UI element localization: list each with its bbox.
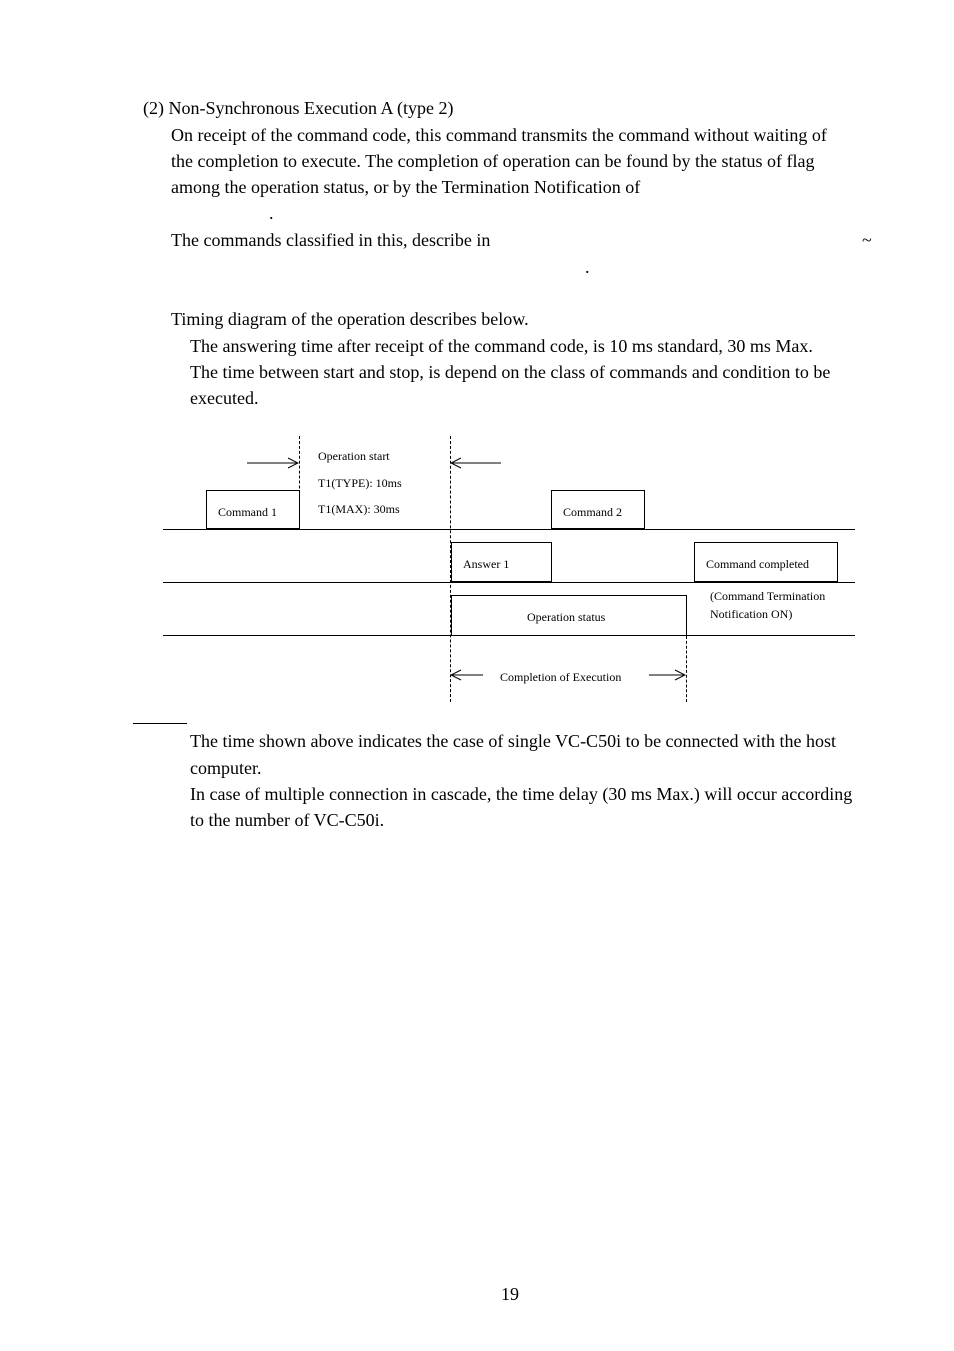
paragraph-line: The commands classified in this, describe in bbox=[171, 230, 491, 250]
arrow-right-icon bbox=[649, 669, 686, 681]
timing-line: The answering time after receipt of the command code, is 10 ms standard, 30 ms Max. bbox=[190, 336, 813, 356]
period-mark: . bbox=[585, 257, 590, 277]
note-line: computer. bbox=[190, 758, 262, 778]
operation-status-box bbox=[451, 595, 687, 636]
paragraph-line: . bbox=[269, 203, 274, 223]
operation-start-label: Operation start bbox=[318, 449, 390, 463]
command-completed-box bbox=[694, 542, 838, 582]
paragraph-line: On receipt of the command code, this command transmits the command without waiting of bbox=[171, 125, 827, 145]
answer-signal-line bbox=[163, 582, 855, 583]
arrow-right-icon bbox=[247, 457, 299, 469]
page-number: 19 bbox=[501, 1284, 519, 1304]
answer1-label: Answer 1 bbox=[463, 557, 510, 571]
arrow-left-icon bbox=[451, 457, 501, 469]
command1-box bbox=[206, 490, 300, 529]
note-rule bbox=[133, 723, 187, 724]
tilde-mark: ~ bbox=[862, 230, 872, 250]
command1-label: Command 1 bbox=[218, 505, 277, 519]
command2-label: Command 2 bbox=[563, 505, 622, 519]
t1-max-label: T1(MAX): 30ms bbox=[318, 502, 400, 516]
timing-intro: Timing diagram of the operation describes below. bbox=[171, 309, 529, 329]
answer1-box bbox=[451, 542, 552, 582]
command-signal-line bbox=[163, 529, 855, 530]
dashed-marker bbox=[686, 636, 687, 702]
paragraph-line: the completion to execute. The completion of operation can be found by the status of flag bbox=[171, 151, 815, 171]
note-line: to the number of VC-C50i. bbox=[190, 810, 385, 830]
termination-note-line: (Command Termination bbox=[710, 589, 826, 603]
operation-status-label: Operation status bbox=[527, 610, 606, 624]
timing-line: The time between start and stop, is depend on the class of commands and condition to be bbox=[190, 362, 831, 382]
section-heading: (2) Non-Synchronous Execution A (type 2) bbox=[143, 98, 454, 118]
timing-line: executed. bbox=[190, 388, 259, 408]
completion-of-execution-label: Completion of Execution bbox=[500, 670, 622, 684]
termination-note-line: Notification ON) bbox=[710, 607, 793, 621]
command2-box bbox=[551, 490, 645, 529]
t1-type-label: T1(TYPE): 10ms bbox=[318, 476, 402, 490]
paragraph-line: among the operation status, or by the Termination Notification of bbox=[171, 177, 641, 197]
note-line: The time shown above indicates the case of single VC-C50i to be connected with the host bbox=[190, 731, 837, 751]
arrow-left-icon bbox=[451, 669, 483, 681]
note-line: In case of multiple connection in cascade, the time delay (30 ms Max.) will occur according bbox=[190, 784, 853, 804]
status-signal-line bbox=[163, 635, 855, 636]
command-completed-label: Command completed bbox=[706, 557, 809, 571]
